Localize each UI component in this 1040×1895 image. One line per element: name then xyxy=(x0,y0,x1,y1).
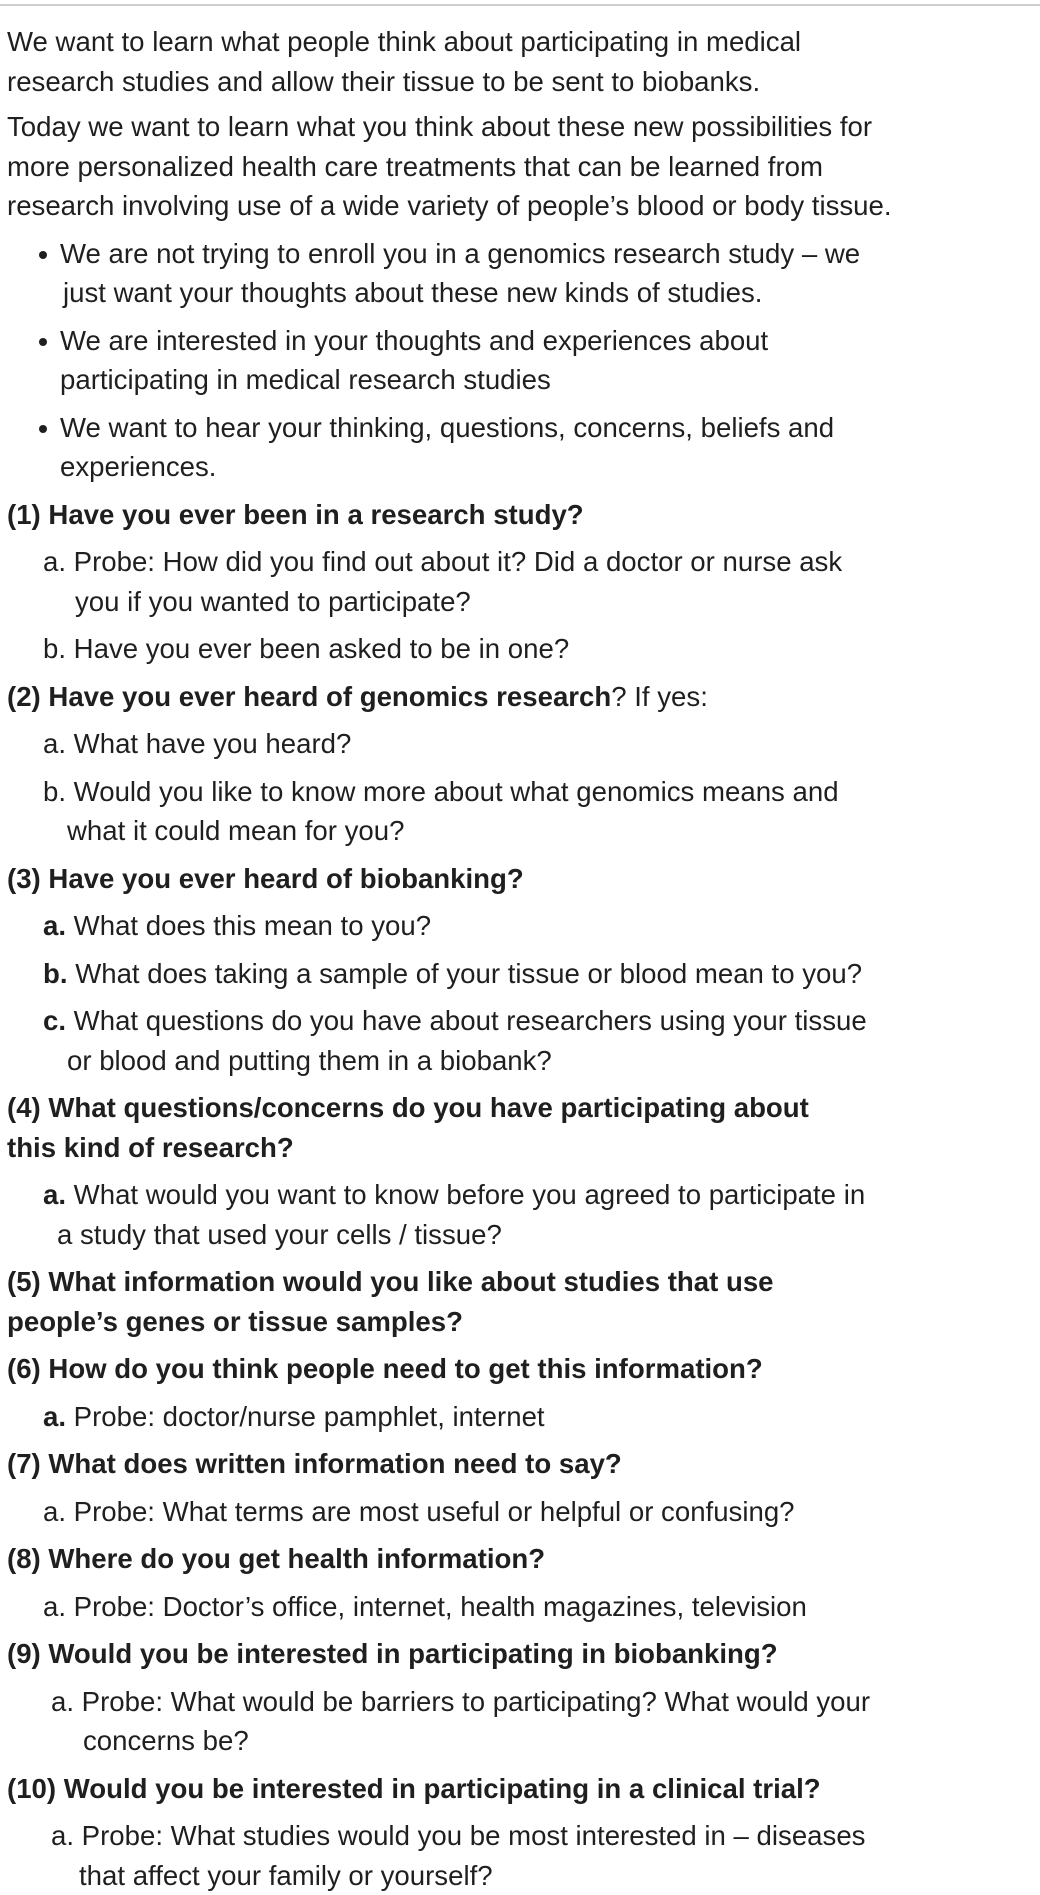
bullet-text: We want to hear your thinking, questions, concerns, beliefs and xyxy=(60,412,834,443)
probe-2b xyxy=(7,772,1032,851)
probe-letter: a. xyxy=(43,1179,66,1210)
question-7: (7) What does written information need to say? xyxy=(7,1444,1032,1484)
probe-text: a. Probe: How did you find out about it? Did a doctor or nurse ask xyxy=(43,546,842,577)
probe-text: you if you wanted to participate? xyxy=(43,582,1032,622)
probe-letter: a. xyxy=(51,1686,74,1717)
probe-text: Probe: What would be barriers to participating? What would your xyxy=(74,1686,870,1717)
question-9: (9) Would you be interested in participating in biobanking? xyxy=(7,1634,1032,1674)
probe-7a: a. Probe: What terms are most useful or helpful or confusing? xyxy=(7,1492,1032,1532)
question-10: (10) Would you be interested in participating in a clinical trial? xyxy=(7,1769,1032,1809)
probe-8a: a. Probe: Doctor’s office, internet, health magazines, television xyxy=(7,1587,1032,1627)
probe-3c xyxy=(7,1001,1032,1080)
bullet-text: just want your thoughts about these new kinds of studies. xyxy=(60,277,762,308)
bullet-dot-icon xyxy=(39,425,47,433)
bullet-text: participating in medical research studies xyxy=(60,364,551,395)
question-text: people’s genes or tissue samples? xyxy=(7,1306,463,1337)
intro-line: We want to learn what people think about participating in medical xyxy=(7,26,801,57)
probe-text: What would you want to know before you agreed to participate in xyxy=(66,1179,865,1210)
probe-letter: b. xyxy=(43,958,68,989)
probe-2a: a. What have you heard? xyxy=(7,724,1032,764)
probe-1a xyxy=(7,542,1032,621)
probe-letter: c. xyxy=(43,1005,66,1036)
probe-text: concerns be? xyxy=(51,1721,1032,1761)
top-divider xyxy=(0,4,1040,6)
probe-3b xyxy=(7,954,1032,994)
question-text-suffix: ? If yes: xyxy=(611,681,708,712)
bullet-dot-icon xyxy=(39,338,47,346)
probe-text: that affect your family or yourself? xyxy=(51,1856,1032,1895)
question-4 xyxy=(7,1088,1032,1167)
question-text: (4) What questions/concerns do you have participating about xyxy=(7,1092,809,1123)
probe-letter: a. xyxy=(51,1820,74,1851)
question-1: (1) Have you ever been in a research study? xyxy=(7,495,1032,535)
probe-text: a study that used your cells / tissue? xyxy=(43,1215,1032,1255)
intro-line: research studies and allow their tissue to be sent to biobanks. xyxy=(7,66,760,97)
question-text: this kind of research? xyxy=(7,1132,294,1163)
probe-1b: b. Have you ever been asked to be in one? xyxy=(7,629,1032,669)
probe-3a xyxy=(7,906,1032,946)
question-5 xyxy=(7,1262,1032,1341)
probe-10a xyxy=(7,1816,1032,1895)
probe-text: or blood and putting them in a biobank? xyxy=(43,1041,1032,1081)
question-6: (6) How do you think people need to get this information? xyxy=(7,1349,1032,1389)
probe-text: Probe: doctor/nurse pamphlet, internet xyxy=(66,1401,545,1432)
probe-6a xyxy=(7,1397,1032,1437)
intro-paragraph-2 xyxy=(7,107,1032,226)
probe-text: What questions do you have about researchers using your tissue xyxy=(66,1005,867,1036)
intro-paragraph-1 xyxy=(7,22,1032,101)
intro-line: research involving use of a wide variety of people’s blood or body tissue. xyxy=(7,190,892,221)
bullet-text: We are interested in your thoughts and experiences about xyxy=(60,325,768,356)
bullet-item xyxy=(7,321,1032,400)
probe-text: What does taking a sample of your tissue or blood mean to you? xyxy=(68,958,863,989)
probe-text: Probe: What studies would you be most interested in – diseases xyxy=(74,1820,865,1851)
probe-text: what it could mean for you? xyxy=(43,811,1032,851)
question-text: (2) Have you ever heard of genomics research xyxy=(7,681,611,712)
bullet-item xyxy=(7,234,1032,313)
question-3: (3) Have you ever heard of biobanking? xyxy=(7,859,1032,899)
probe-letter: a. xyxy=(43,910,66,941)
probe-text: b. Would you like to know more about what genomics means and xyxy=(43,776,839,807)
probe-letter: a. xyxy=(43,1401,66,1432)
interview-guide xyxy=(7,22,1032,1895)
intro-line: Today we want to learn what you think about these new possibilities for xyxy=(7,111,872,142)
bullet-dot-icon xyxy=(39,251,47,259)
question-2 xyxy=(7,677,1032,717)
question-text: (5) What information would you like about studies that use xyxy=(7,1266,774,1297)
probe-4a xyxy=(7,1175,1032,1254)
question-8: (8) Where do you get health information? xyxy=(7,1539,1032,1579)
bullet-item xyxy=(7,408,1032,487)
bullet-text: experiences. xyxy=(60,451,216,482)
probe-9a xyxy=(7,1682,1032,1761)
probe-text: What does this mean to you? xyxy=(66,910,431,941)
bullet-text: We are not trying to enroll you in a genomics research study – we xyxy=(60,238,860,269)
intro-line: more personalized health care treatments that can be learned from xyxy=(7,151,823,182)
